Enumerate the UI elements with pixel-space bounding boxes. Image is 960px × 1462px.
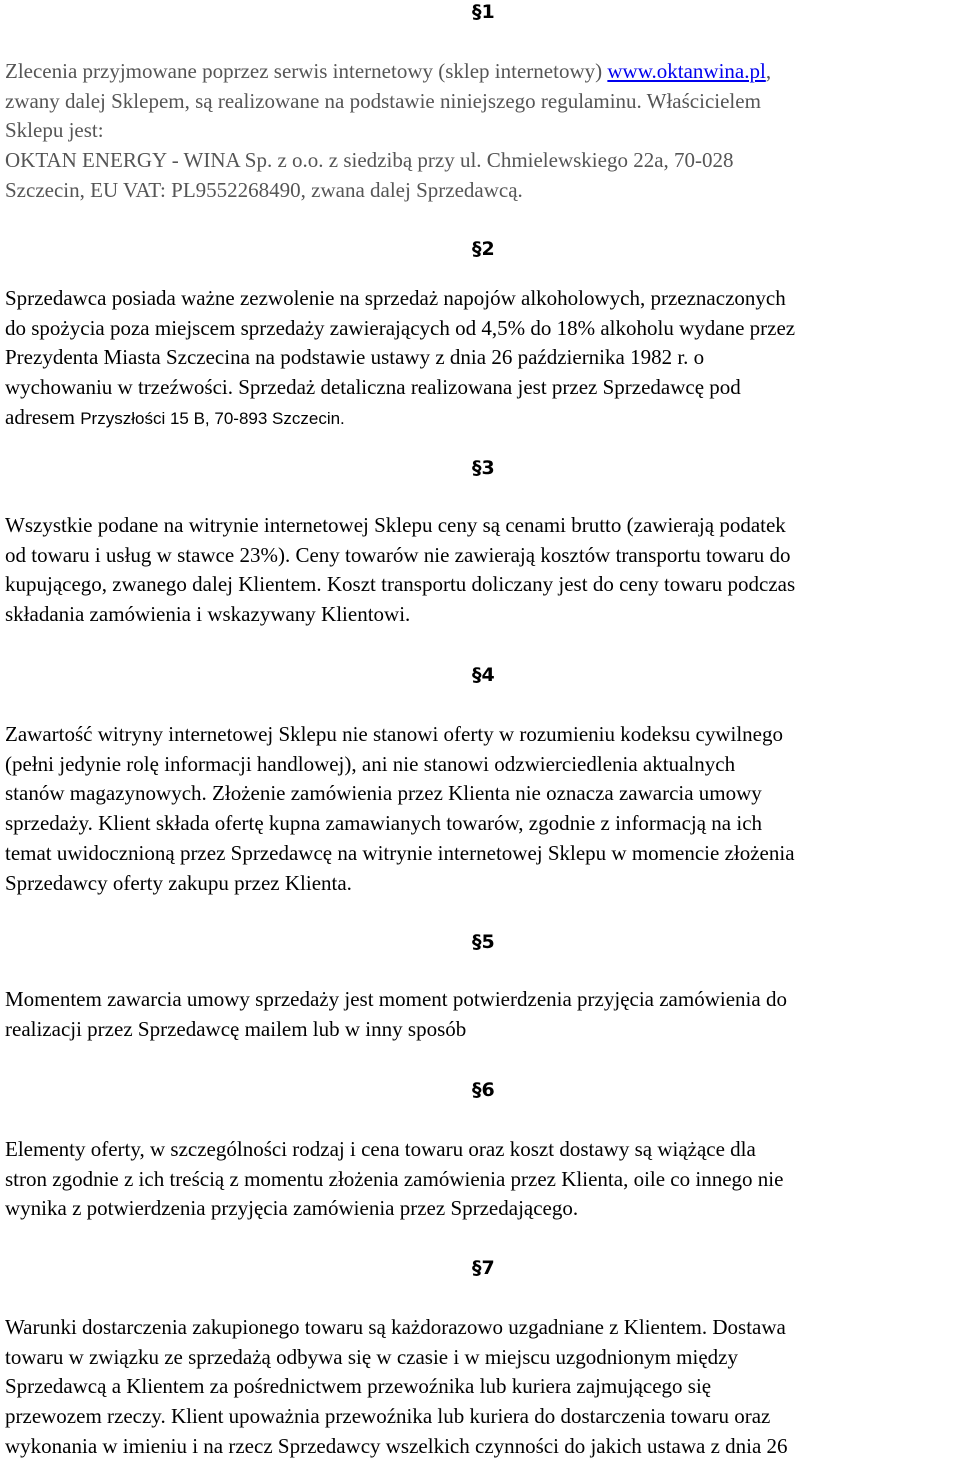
paragraph-line: kupującego, zwanego dalej Klientem. Koszt transportu doliczany jest do ceny towaru podczas xyxy=(5,572,796,597)
section-heading-4: §4 xyxy=(472,664,495,686)
paragraph-line: przewozem rzeczy. Klient upoważnia przewoźnika lub kuriera do dostarczenia towaru oraz xyxy=(5,1404,771,1429)
paragraph-line: (pełni jedynie rolę informacji handlowej), ani nie stanowi odzwierciedlenia aktualnych xyxy=(5,751,736,776)
store-address: Przyszłości 15 B, 70-893 Szczecin. xyxy=(80,408,345,428)
paragraph-line: wynika z potwierdzenia przyjęcia zamówienia przez Sprzedającego. xyxy=(5,1196,579,1221)
section-heading-6: §6 xyxy=(472,1079,495,1101)
paragraph-line: zwany dalej Sklepem, są realizowane na podstawie niniejszego regulaminu. Właścicielem xyxy=(5,88,761,113)
paragraph-line: wychowaniu w trzeźwości. Sprzedaż detaliczna realizowana jest przez Sprzedawcę pod xyxy=(5,375,741,400)
paragraph-line: Wszystkie podane na witrynie internetowej Sklepu ceny są cenami brutto (zawierają podatek xyxy=(5,513,786,537)
paragraph-line: Elementy oferty, w szczególności rodzaj i cena towaru oraz koszt dostawy są wiążące dla xyxy=(5,1137,756,1161)
section-paragraph-3 xyxy=(5,511,957,630)
paragraph-line: stanów magazynowych. Złożenie zamówienia przez Klienta nie oznacza zawarcia umowy xyxy=(5,781,762,806)
shop-website-link[interactable]: www.oktanwina.pl xyxy=(607,59,766,83)
paragraph-line: Momentem zawarcia umowy sprzedaży jest moment potwierdzenia przyjęcia zamówienia do xyxy=(5,987,787,1011)
paragraph-line: Szczecin, EU VAT: PL9552268490, zwana dalej Sprzedawcą. xyxy=(5,177,523,202)
paragraph-line: Sprzedawca posiada ważne zezwolenie na sprzedaż napojów alkoholowych, przeznaczonych xyxy=(5,286,786,310)
paragraph-line: towaru w związku ze sprzedażą odbywa się w czasie i w miejscu uzgodnionym między xyxy=(5,1344,738,1369)
paragraph-line: temat uwidocznioną przez Sprzedawcę na witrynie internetowej Sklepu w momencie złożenia xyxy=(5,840,795,865)
paragraph-line: Prezydenta Miasta Szczecina na podstawie ustawy z dnia 26 października 1982 r. o xyxy=(5,345,705,370)
paragraph-line: realizacji przez Sprzedawcę mailem lub w inny sposób xyxy=(5,1016,467,1041)
section-paragraph-5 xyxy=(5,985,957,1044)
section-heading-2: §2 xyxy=(472,238,495,260)
paragraph-line: stron zgodnie z ich treścią z momentu złożenia zamówienia przez Klienta, oile co innego nie xyxy=(5,1166,784,1191)
paragraph-line: Warunki dostarczenia zakupionego towaru są każdorazowo uzgadniane z Klientem. Dostawa xyxy=(5,1315,786,1339)
paragraph-line: Zawartość witryny internetowej Sklepu nie stanowi oferty w rozumieniu kodeksu cywilnego xyxy=(5,722,783,746)
section-paragraph-6 xyxy=(5,1135,957,1224)
section-paragraph-1 xyxy=(5,57,957,206)
paragraph-line: adresem Przyszłości 15 B, 70-893 Szczecin. xyxy=(5,404,345,429)
paragraph-line: od towaru i usług w stawce 23%). Ceny towarów nie zawierają kosztów transportu towaru do xyxy=(5,542,791,567)
paragraph-line: Zlecenia przyjmowane poprzez serwis internetowy (sklep internetowy) www.oktanwina.pl, xyxy=(5,59,772,83)
paragraph-line: OKTAN ENERGY - WINA Sp. z o.o. z siedzibą przy ul. Chmielewskiego 22a, 70-028 xyxy=(5,148,734,173)
paragraph-line: do spożycia poza miejscem sprzedaży zawierających od 4,5% do 18% alkoholu wydane przez xyxy=(5,315,796,340)
section-paragraph-4 xyxy=(5,720,957,898)
section-heading-3: §3 xyxy=(472,457,495,479)
section-heading-1: §1 xyxy=(472,1,495,23)
paragraph-line: składania zamówienia i wskazywany Klientowi. xyxy=(5,602,411,627)
paragraph-line: wykonania w imieniu i na rzecz Sprzedawcy wszelkich czynności do jakich ustawa z dnia 26 xyxy=(5,1433,788,1458)
section-paragraph-2 xyxy=(5,284,957,434)
section-heading-7: §7 xyxy=(472,1257,495,1279)
paragraph-line: Sklepu jest: xyxy=(5,118,104,143)
paragraph-line: Sprzedawcą a Klientem za pośrednictwem przewoźnika lub kuriera zajmującego się xyxy=(5,1374,712,1399)
section-paragraph-7 xyxy=(5,1313,957,1462)
section-heading-5: §5 xyxy=(472,931,495,953)
paragraph-line: Sprzedawcy oferty zakupu przez Klienta. xyxy=(5,870,352,895)
paragraph-line: sprzedaży. Klient składa ofertę kupna zamawianych towarów, zgodnie z informacją na ich xyxy=(5,811,763,836)
